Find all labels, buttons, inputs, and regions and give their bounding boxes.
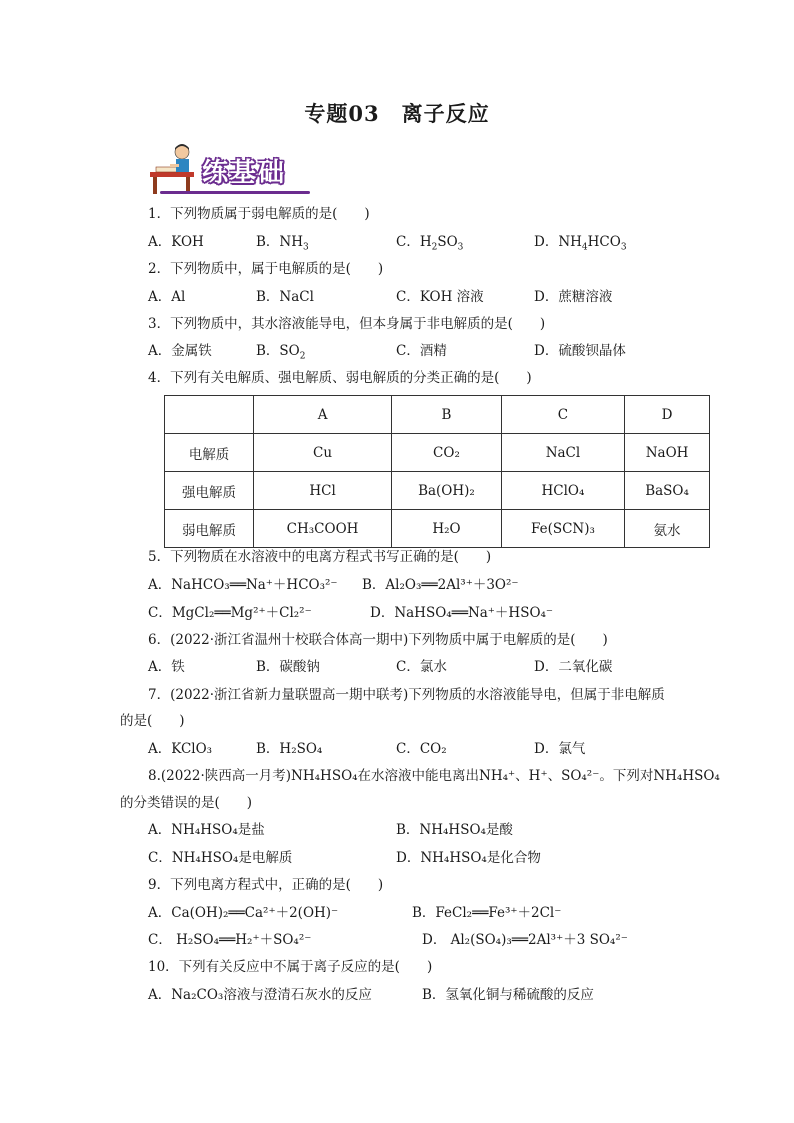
table-cell: 氨水 — [625, 510, 710, 548]
q3-option-c: C．酒精 — [396, 343, 447, 359]
q1-option-d: D．$NH_4HCO_3$ — [534, 234, 627, 253]
table-cell: Cu — [254, 434, 392, 472]
question-1-stem: 1．下列物质属于弱电解质的是( ) — [148, 206, 370, 222]
q9-option-b: B．FeCl₂══Fe³⁺＋2Cl⁻ — [412, 905, 562, 921]
question-8-stem: 8.(2022·陕西高一月考)NH₄HSO₄在水溶液中能电离出NH₄⁺、H⁺、SO₄²⁻。下列对NH₄HSO₄ — [148, 768, 720, 784]
q8-option-d: D．NH₄HSO₄是化合物 — [396, 850, 541, 866]
q5-option-c: C．MgCl₂══Mg²⁺＋Cl₂²⁻ — [148, 605, 312, 621]
page-title: 专题03 离子反应 — [304, 101, 490, 126]
table-cell: B — [392, 396, 502, 434]
table-cell: HClO₄ — [501, 472, 624, 510]
q6-option-c: C．氯水 — [396, 659, 447, 675]
q2-option-b: B．NaCl — [256, 289, 314, 305]
table-cell: Fe(SCN)₃ — [501, 510, 624, 548]
question-9-stem: 9．下列电离方程式中，正确的是( ) — [148, 877, 384, 893]
q8-option-c: C．NH₄HSO₄是电解质 — [148, 850, 293, 866]
table-cell: D — [625, 396, 710, 434]
question-7-stem-cont: 的是( ) — [120, 713, 185, 729]
q2-option-c: C．KOH 溶液 — [396, 289, 484, 305]
q5-option-b: B．Al₂O₃══2Al³⁺＋3O²⁻ — [362, 577, 519, 593]
question-2-stem: 2．下列物质中，属于电解质的是( ) — [148, 261, 384, 277]
q1-option-c: C．$H_2SO_3$ — [396, 234, 464, 253]
question-3-stem: 3．下列物质中，其水溶液能导电，但本身属于非电解质的是( ) — [148, 316, 546, 332]
q6-option-b: B．碳酸钠 — [256, 659, 320, 675]
table-cell: C — [501, 396, 624, 434]
table-cell: HCl — [254, 472, 392, 510]
table-cell: CH₃COOH — [254, 510, 392, 548]
q7-option-a: A．KClO₃ — [148, 741, 213, 757]
q3-option-d: D．硫酸钡晶体 — [534, 343, 626, 359]
question-7-stem: 7．(2022·浙江省新力量联盟高一期中联考)下列物质的水溶液能导电，但属于非电解质 — [148, 687, 665, 703]
q8-option-a: A．NH₄HSO₄是盐 — [148, 822, 265, 838]
table-cell: CO₂ — [392, 434, 502, 472]
q10-option-b: B．氢氧化铜与稀硫酸的反应 — [422, 987, 594, 1003]
q3-option-b: B．$SO_2$ — [256, 343, 306, 362]
q6-option-d: D．二氧化碳 — [534, 659, 613, 675]
q9-option-a: A．Ca(OH)₂══Ca²⁺＋2(OH)⁻ — [148, 905, 339, 921]
question-10-stem: 10．下列有关反应中不属于离子反应的是( ) — [148, 959, 433, 975]
q3-option-a: A．金属铁 — [148, 343, 212, 359]
table-cell: 弱电解质 — [165, 510, 254, 548]
table-cell: 强电解质 — [165, 472, 254, 510]
q1-option-a: A．KOH — [148, 234, 204, 250]
question-6-stem: 6．(2022·浙江省温州十校联合体高一期中)下列物质中属于电解质的是( ) — [148, 632, 608, 648]
q8-option-b: B．NH₄HSO₄是酸 — [396, 822, 513, 838]
q6-option-a: A．铁 — [148, 659, 185, 675]
question-8-stem-cont: 的分类错误的是( ) — [120, 795, 253, 811]
q7-option-d: D．氯气 — [534, 741, 586, 757]
table-cell: A — [254, 396, 392, 434]
q5-option-d: D．NaHSO₄══Na⁺＋HSO₄⁻ — [370, 605, 554, 621]
table-cell: NaCl — [501, 434, 624, 472]
table-cell — [165, 396, 254, 434]
table-cell: NaOH — [625, 434, 710, 472]
table-cell: H₂O — [392, 510, 502, 548]
table-cell: BaSO₄ — [625, 472, 710, 510]
table-row — [165, 510, 710, 548]
q2-option-d: D．蔗糖溶液 — [534, 289, 613, 305]
q1-option-b: B．$NH_3$ — [256, 234, 309, 253]
banner-underline — [160, 191, 310, 194]
table-cell: Ba(OH)₂ — [392, 472, 502, 510]
q7-option-b: B．H₂SO₄ — [256, 741, 323, 757]
q2-option-a: A．Al — [148, 289, 186, 305]
question-4-stem: 4．下列有关电解质、强电解质、弱电解质的分类正确的是( ) — [148, 370, 532, 386]
table-header-row — [165, 396, 710, 434]
table-row — [165, 434, 710, 472]
q5-option-a: A．NaHCO₃══Na⁺＋HCO₃²⁻ — [148, 577, 338, 593]
q7-option-c: C．CO₂ — [396, 741, 447, 757]
table-row — [165, 472, 710, 510]
classification-table — [164, 395, 710, 548]
table-cell: 电解质 — [165, 434, 254, 472]
question-5-stem: 5．下列物质在水溶液中的电离方程式书写正确的是( ) — [148, 549, 492, 565]
q9-option-d: D． Al₂(SO₄)₃══2Al³⁺＋3 SO₄²⁻ — [422, 932, 628, 948]
q9-option-c: C． H₂SO₄══H₂⁺＋SO₄²⁻ — [148, 932, 312, 948]
q10-option-a: A．Na₂CO₃溶液与澄清石灰水的反应 — [148, 987, 372, 1003]
banner-title: 练基础 — [202, 158, 287, 188]
